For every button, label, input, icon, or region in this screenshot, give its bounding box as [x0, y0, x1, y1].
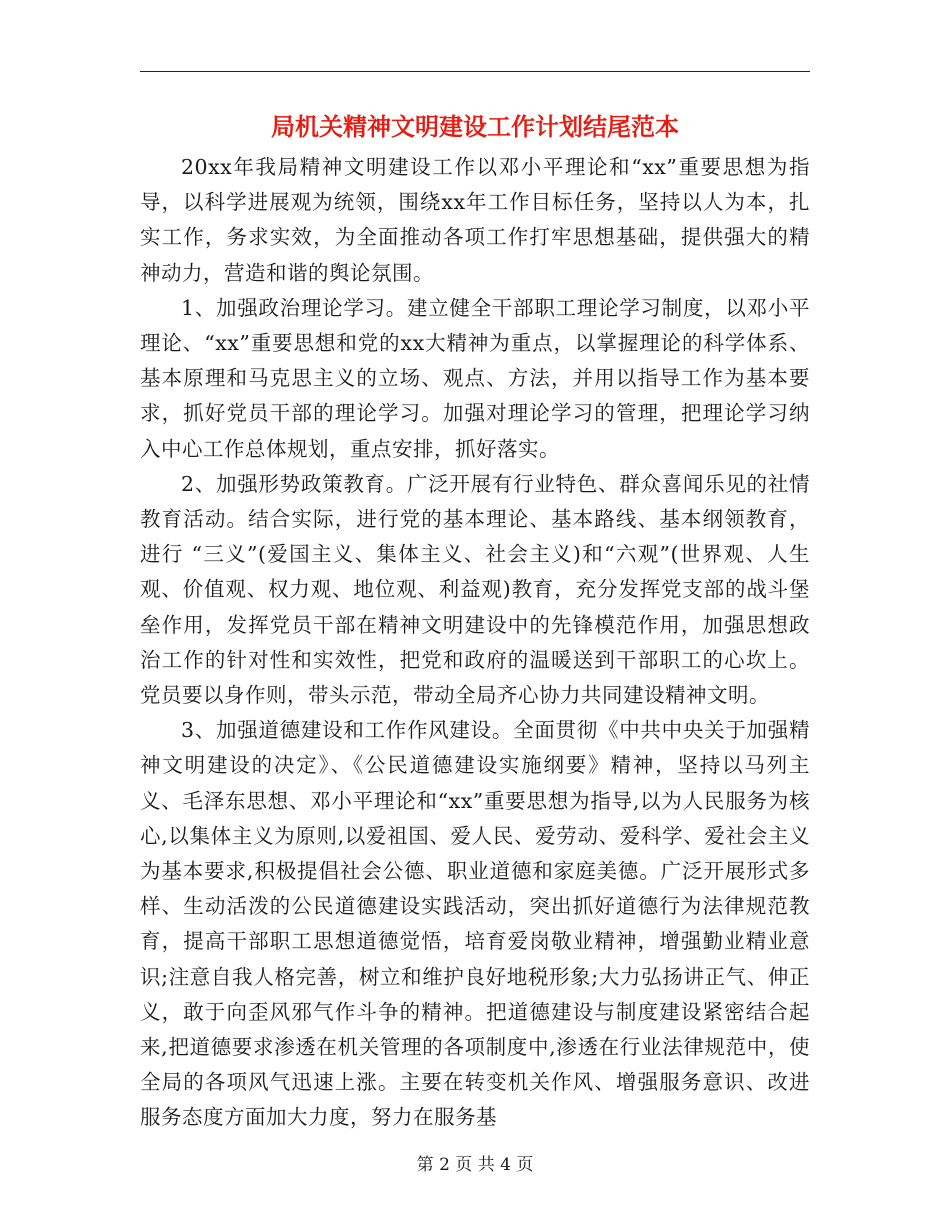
paragraph-1: 1、加强政治理论学习。建立健全干部职工理论学习制度，以邓小平理论、“xx”重要思想和党的xx大精神为重点，以掌握理论的科学体系、基本原理和马克思主义的立场、观点、方法，并用以指导工作为基本要求，抓好党员干部的理论学习。加强对理论学习的管理，把理论学习纳入中心工作总体规划，重点安排，抓好落实。	[140, 295, 810, 461]
paragraph-2: 2、加强形势政策教育。广泛开展有行业特色、群众喜闻乐见的社情教育活动。结合实际，进行党的基本理论、基本路线、基本纲领教育，进行 “三义”(爱国主义、集体主义、社会主义)和“六观”(世界观、人生观、价值观、权力观、地位观、利益观)教育，充分发挥党支部的战斗堡垒作用，发挥党员干部在精神文明建设中的先锋模范作用，加强思想政治工作的针对性和实效性，把党和政府的温暖送到干部职工的心坎上。党员要以身作则，带头示范，带动全局齐心协力共同建设精神文明。	[140, 471, 810, 708]
header-rule	[140, 71, 810, 72]
paragraph-intro: 20xx年我局精神文明建设工作以邓小平理论和“xx”重要思想为指导，以科学进展观为统领，围绕xx年工作目标任务，坚持以人为本，扎实工作，务求实效，为全面推动各项工作打牢思想基础，提供强大的精神动力，营造和谐的舆论氛围。	[140, 155, 810, 285]
paragraph-3: 3、加强道德建设和工作作风建设。全面贯彻《中共中央关于加强精神文明建设的决定》、《公民道德建设实施纲要》精神，坚持以马列主义、毛泽东思想、邓小平理论和“xx”重要思想为指导,以为人民服务为核心,以集体主义为原则,以爱祖国、爱人民、爱劳动、爱科学、爱社会主义为基本要求,积极提倡社会公德、职业道德和家庭美德。广泛开展形式多样、生动活泼的公民道德建设实践活动，突出抓好道德行为法律规范教育，提高干部职工思想道德觉悟，培育爱岗敬业精神，增强勤业精业意识;注意自我人格完善，树立和维护良好地税形象;大力弘扬讲正气、伸正义，敢于向歪风邪气作斗争的精神。把道德建设与制度建设紧密结合起来,把道德要求渗透在机关管理的各项制度中,渗透在行业法律规范中，使全局的各项风气迅速上涨。主要在转变机关作风、增强服务意识、改进服务态度方面加大力度，努力在服务基	[140, 718, 810, 1130]
page-footer: 第 2 页 共 4 页	[416, 1155, 534, 1175]
document-title: 局机关精神文明建设工作计划结尾范本	[271, 112, 679, 141]
document-body	[140, 150, 810, 1136]
